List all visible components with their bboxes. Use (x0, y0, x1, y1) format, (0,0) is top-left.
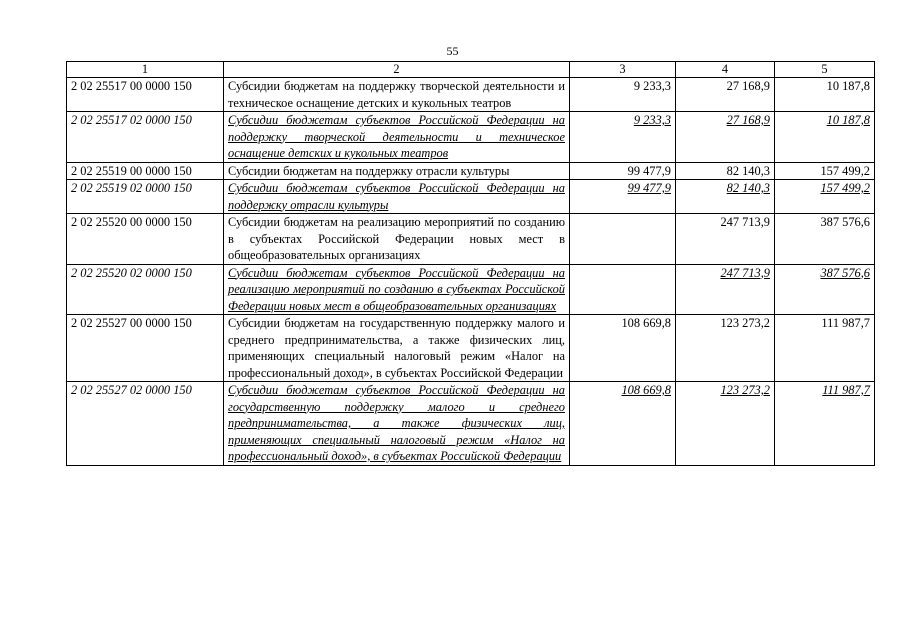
amount-col4-cell (676, 264, 775, 315)
amount-col5: 157 499,2 (820, 181, 870, 195)
amount-col3-cell (570, 78, 676, 112)
amount-col5-cell (775, 264, 875, 315)
amount-col4-cell (676, 112, 775, 163)
classification-code-cell: 2 02 25527 00 0000 150 (67, 315, 224, 382)
amount-col5: 111 987,7 (822, 383, 870, 397)
amount-col5: 387 576,6 (820, 265, 870, 280)
description-cell (224, 382, 570, 466)
amount-col4-cell (676, 162, 775, 180)
column-header-3: 3 (570, 62, 676, 78)
amount-col4: 82 140,3 (726, 181, 770, 195)
amount-col3: 99 477,9 (627, 163, 671, 178)
table-row (67, 264, 875, 315)
table-row (67, 382, 875, 466)
amount-col3: 108 669,8 (621, 383, 671, 397)
amount-col4: 27 168,9 (726, 79, 770, 93)
amount-col3-cell (570, 112, 676, 163)
classification-code-cell: 2 02 25527 02 0000 150 (67, 382, 224, 466)
column-header-5: 5 (775, 62, 875, 78)
table-row (67, 180, 875, 214)
classification-code-cell: 2 02 25517 00 0000 150 (67, 78, 224, 112)
amount-col5-cell (775, 315, 875, 382)
amount-col5-cell (775, 180, 875, 214)
description-text: Субсидии бюджетам на государственную поддержку малого и среднего предпринимательства, а также физических лиц, применяющих специальный налоговый режим «Налог на профессиональный доход», в субъектах Российской Федерации (228, 316, 565, 380)
header-row (67, 62, 875, 78)
amount-col5-cell (775, 162, 875, 180)
amount-col4-cell (676, 214, 775, 265)
description-cell (224, 162, 570, 180)
description-cell (224, 315, 570, 382)
table-row (67, 315, 875, 382)
description-text: Субсидии бюджетам субъектов Российской Федерации на поддержку отрасли культуры (228, 181, 565, 212)
amount-col5: 10 187,8 (826, 113, 870, 127)
amount-col5-cell (775, 214, 875, 265)
table-row (67, 112, 875, 163)
description-cell (224, 264, 570, 315)
amount-col4-cell (676, 382, 775, 466)
column-header-4: 4 (676, 62, 775, 78)
amount-col3: 108 669,8 (621, 316, 671, 330)
description-cell (224, 180, 570, 214)
column-header-2: 2 (224, 62, 570, 78)
classification-code-cell: 2 02 25519 00 0000 150 (67, 162, 224, 180)
description-text: Субсидии бюджетам на поддержку творческой деятельности и техническое оснащение детских и кукольных театров (228, 79, 565, 110)
description-cell (224, 112, 570, 163)
amount-col3-cell (570, 315, 676, 382)
amount-col4: 123 273,2 (720, 316, 770, 330)
description-text: Субсидии бюджетам субъектов Российской Федерации на реализацию мероприятий по созданию в субъектах Российской Федерации новых мест в общеобразовательных организациях (228, 265, 565, 313)
classification-code-cell: 2 02 25520 00 0000 150 (67, 214, 224, 265)
amount-col5-cell (775, 112, 875, 163)
amount-col4: 82 140,3 (726, 163, 770, 178)
classification-code-cell: 2 02 25520 02 0000 150 (67, 264, 224, 315)
amount-col3: 99 477,9 (627, 181, 671, 195)
table-row (67, 214, 875, 265)
amount-col5-cell (775, 382, 875, 466)
description-text: Субсидии бюджетам на поддержку отрасли культуры (228, 163, 510, 178)
amount-col4-cell (676, 315, 775, 382)
amount-col4: 247 713,9 (720, 215, 770, 229)
table-row (67, 162, 875, 180)
amount-col3: 9 233,3 (633, 79, 671, 93)
amount-col4: 123 273,2 (720, 383, 770, 397)
amount-col5: 157 499,2 (820, 163, 870, 178)
description-text: Субсидии бюджетам на реализацию мероприятий по созданию в субъектах Российской Федерации новых мест в общеобразовательных организациях (228, 215, 565, 262)
amount-col4-cell (676, 78, 775, 112)
description-text: Субсидии бюджетам субъектов Российской Федерации на государственную поддержку малого и среднего предпринимательства, а также физических лиц, применяющих специальный налоговый режим «Налог на профессиональный доход», в субъектах Российской Федерации (228, 383, 565, 463)
amount-col5: 10 187,8 (826, 79, 870, 93)
table-row (67, 78, 875, 112)
amount-col3: 9 233,3 (633, 113, 671, 127)
amount-col3-cell (570, 382, 676, 466)
classification-code-cell: 2 02 25517 02 0000 150 (67, 112, 224, 163)
amount-col5: 111 987,7 (821, 316, 870, 330)
description-cell (224, 78, 570, 112)
amount-col4: 247 713,9 (720, 265, 770, 280)
amount-col3-cell (570, 214, 676, 265)
description-cell (224, 214, 570, 265)
budget-table (66, 61, 875, 466)
page-number: 55 (446, 44, 459, 58)
amount-col3-cell (570, 264, 676, 315)
amount-col5: 387 576,6 (820, 215, 870, 229)
amount-col4: 27 168,9 (726, 113, 770, 127)
column-header-1: 1 (67, 62, 224, 78)
amount-col5-cell (775, 78, 875, 112)
description-text: Субсидии бюджетам субъектов Российской Федерации на поддержку творческой деятельности и техническое оснащение детских и кукольных театров (228, 113, 565, 160)
amount-col4-cell (676, 180, 775, 214)
amount-col3-cell (570, 162, 676, 180)
amount-col3-cell (570, 180, 676, 214)
classification-code-cell: 2 02 25519 02 0000 150 (67, 180, 224, 214)
